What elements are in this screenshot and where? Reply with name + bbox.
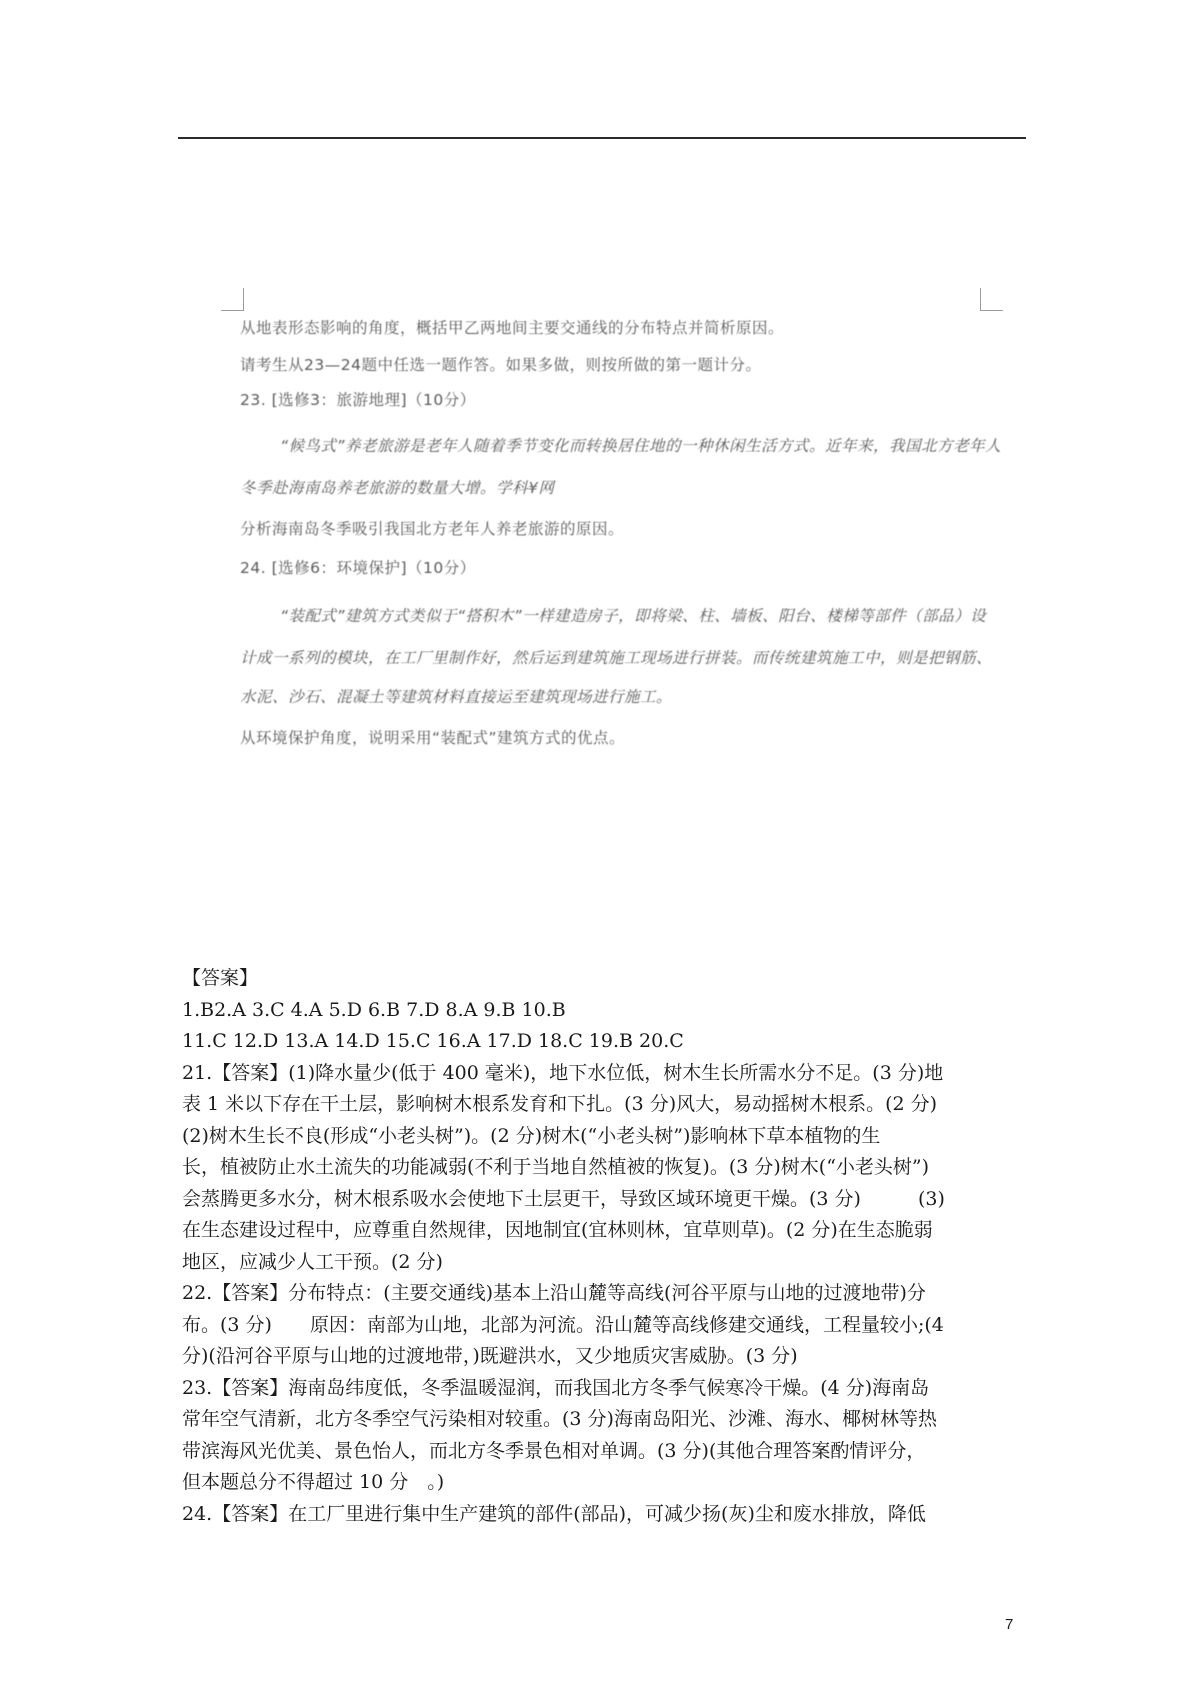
scan-line: 从环境保护角度，说明采用“装配式”建筑方式的优点。 <box>240 729 626 747</box>
answer-21-line: 地区，应减少人工干预。(2 分) <box>182 1250 443 1273</box>
page-number: 7 <box>1005 1616 1014 1633</box>
answer-23-line: 带滨海风光优美、景色怡人，而北方冬季景色相对单调。(3 分)(其他合理答案酌情评分， <box>182 1439 926 1462</box>
answer-21-line: 表 1 米以下存在干土层，影响树木根系发育和下扎。(3 分)风大，易动摇树木根系。(2 分) <box>182 1093 938 1115</box>
scan-line: “候鸟式”养老旅游是老年人随着季节变化而转换居住地的一种休闲生活方式。近年来，我国北方老年人 <box>280 437 1002 455</box>
answer-22-line: 22.【答案】分布特点：(主要交通线)基本上沿山麓等高线(河谷平原与山地的过渡地带)分 <box>182 1282 926 1304</box>
scan-line: 分析海南岛冬季吸引我国北方老年人养老旅游的原因。 <box>240 520 625 538</box>
answer-21-line: 在生态建设过程中，应尊重自然规律，因地制宜(宜林则林，宜草则草)。(2 分)在生态脆弱 <box>182 1219 933 1241</box>
crop-mark-left <box>221 288 244 311</box>
answer-23-line: 23.【答案】海南岛纬度低，冬季温暖湿润，而我国北方冬季气候寒冷干燥。(4 分)海南岛 <box>182 1376 930 1399</box>
answer-21-line: 长，植被防止水土流失的功能减弱(不利于当地自然植被的恢复)。(3 分)树木(“小老头树”) <box>182 1156 930 1178</box>
scan-line: “装配式”建筑方式类似于“搭积木”一样建造房子，即将梁、柱、墙板、阳台、楼梯等部件（部品）设 <box>280 607 987 625</box>
scan-line: 24. [选修6：环境保护]（10分） <box>240 559 476 577</box>
scan-line: 计成一系列的模块，在工厂里制作好，然后运到建筑施工现场进行拼装。而传统建筑施工中，则是把钢筋、 <box>240 649 993 667</box>
crop-mark-right <box>980 288 1003 311</box>
mc-answers-row: 1.B2.A 3.C 4.A 5.D 6.B 7.D 8.A 9.B 10.B <box>182 998 566 1021</box>
answer-24-line: 24.【答案】在工厂里进行集中生产建筑的部件(部品)，可减少扬(灰)尘和废水排放，降低 <box>182 1502 926 1525</box>
answer-23-line: 常年空气清新，北方冬季空气污染相对较重。(3 分)海南岛阳光、沙滩、海水、椰树林等热 <box>182 1408 937 1430</box>
header-rule <box>178 137 1026 139</box>
answer-23-line: 但本题总分不得超过 10 分 。) <box>182 1471 445 1493</box>
answer-21-line: 会蒸腾更多水分，树木根系吸水会使地下土层更干，导致区域环境更干燥。(3 分) (3) <box>182 1187 945 1210</box>
scan-line: 23. [选修3：旅游地理]（10分） <box>240 391 476 409</box>
mc-answers-row: 11.C 12.D 13.A 14.D 15.C 16.A 17.D 18.C 19.B 20.C <box>182 1030 684 1052</box>
scan-line: 请考生从23—24题中任选一题作答。如果多做，则按所做的第一题计分。 <box>240 356 762 374</box>
answer-section <box>182 963 1022 1530</box>
answer-heading: 【答案】 <box>182 967 259 989</box>
answer-22-line: 布。(3 分) 原因：南部为山地，北部为河流。沿山麓等高线修建交通线，工程量较小;(4 <box>182 1313 944 1336</box>
scan-line: 从地表形态影响的角度，概括甲乙两地间主要交通线的分布特点并简析原因。 <box>240 319 785 337</box>
scan-line: 水泥、沙石、混凝土等建筑材料直接运至建筑现场进行施工。 <box>240 688 673 706</box>
scan-line: 冬季赴海南岛养老旅游的数量大增。学科¥网 <box>240 479 555 497</box>
answer-21-line: (2)树木生长不良(形成“小老头树”)。(2 分)树木(“小老头树”)影响林下草本植物的生 <box>182 1124 881 1147</box>
answer-21-line: 21.【答案】(1)降水量少(低于 400 毫米)，地下水位低，树木生长所需水分不足。(3 分)地 <box>182 1061 944 1084</box>
answer-22-line: 分)(沿河谷平原与山地的过渡地带，)既避洪水，又少地质灾害威胁。(3 分) <box>182 1345 798 1367</box>
